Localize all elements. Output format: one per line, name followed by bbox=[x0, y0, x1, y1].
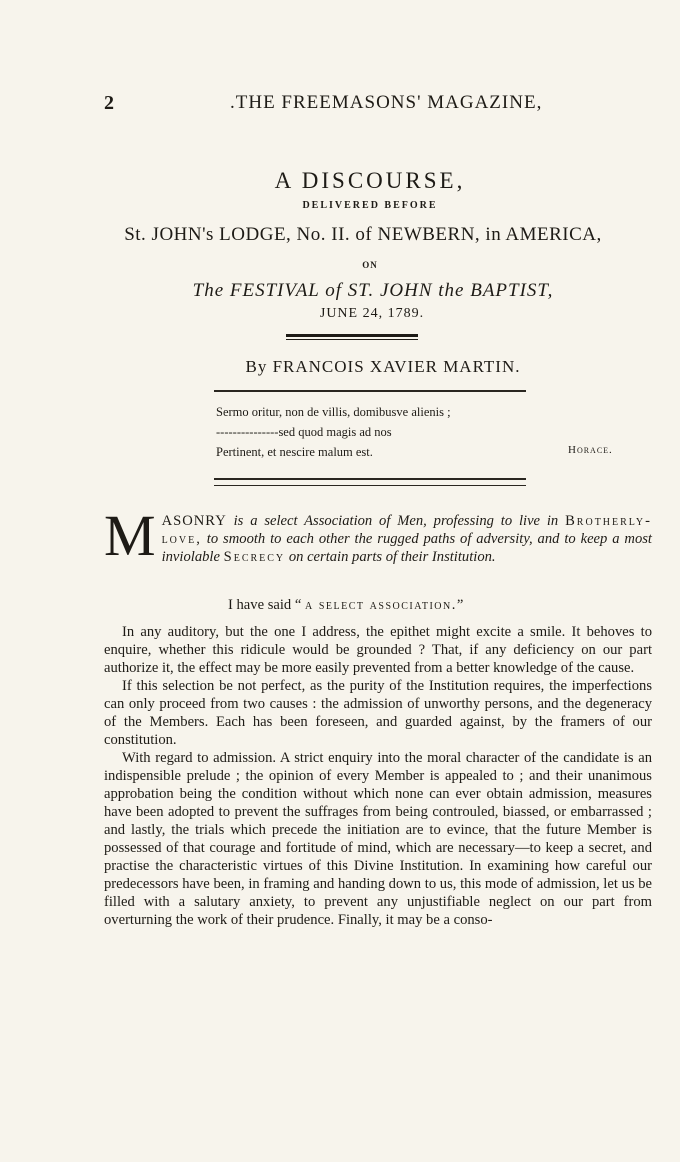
epigraph-bottom-rule-thin bbox=[214, 485, 526, 486]
opening-text: to smooth to each other the rugged paths of adversity, and to keep a most inviolable bbox=[161, 531, 652, 565]
quote-text: a select association. bbox=[305, 597, 457, 613]
divider-rule-thin bbox=[286, 339, 418, 340]
epigraph-line: ---------------sed quod magis ad nos bbox=[216, 425, 392, 439]
running-title: .THE FREEMASONS' MAGAZINE, bbox=[230, 92, 543, 113]
body-paragraph: If this selection be not perfect, as the purity of the Institution requires, the imperfections can only proceed from two causes : the admission of unworthy persons, and the degeneracy of the Members. Each has been foreseen, and guarded against, by the framers of our constitution. bbox=[104, 678, 652, 748]
epigraph-line: Pertinent, et nescire malum est. bbox=[216, 445, 373, 459]
page-number: 2 bbox=[104, 92, 114, 114]
opening-caps: Secrecy bbox=[223, 549, 286, 565]
author-line: By FRANCOIS XAVIER MARTIN. bbox=[245, 357, 521, 376]
drop-cap: M bbox=[104, 503, 156, 568]
opening-lead: ASONRY bbox=[161, 513, 227, 529]
divider-rule bbox=[286, 334, 418, 337]
opening-text: on certain parts of their Institution. bbox=[285, 549, 496, 565]
quote-suffix: ” bbox=[456, 597, 464, 613]
body-paragraph: With regard to admission. A strict enquiry into the moral character of the candidate is an indispensible prelude ; the opinion of every Member is appealed to ; and their unanimous approbation being the condition without which none can ever obtain admission, measures have been adopted to prevent the suffrages from being controuled, biassed, or embarrassed ; and lastly, the trials which precede the initiation are to evince, that the future Member is possessed of that courage and fortitude of mind, which are necessary—to keep a secret, and practise the characteristic virtues of this Divine Institution. In examining how careful our predecessors have been, in framing and handing down to us, this mode of admission, let us be filled with a salutary anxiety, to prevent any unjustifiable neglect on our part from overturning the work of their prudence. Finally, it may be a conso- bbox=[104, 750, 652, 928]
running-head bbox=[104, 92, 650, 116]
body-paragraph: In any auditory, but the one I address, the epithet might excite a smile. It behoves to enquire, whether this ridicule would be grounded ? That, if any deficiency on our part authorize it, the effect may be more easily prevented from a better knowledge of the cause. bbox=[104, 624, 652, 676]
opening-caps: Brotherly-love, bbox=[161, 513, 652, 547]
quote-line bbox=[228, 597, 463, 614]
festival-line: The FESTIVAL of ST. JOHN the BAPTIST, bbox=[192, 280, 554, 301]
on-label: ON bbox=[362, 260, 378, 270]
quote-prefix: I have said “ bbox=[228, 597, 305, 613]
discourse-title: A DISCOURSE, bbox=[274, 168, 466, 193]
lodge-name: St. JOHN's LODGE, No. II. of NEWBERN, in AMERICA, bbox=[124, 224, 602, 245]
delivered-before: DELIVERED BEFORE bbox=[302, 200, 438, 211]
opening-paragraph bbox=[104, 503, 652, 568]
date-line: JUNE 24, 1789. bbox=[319, 306, 425, 321]
epigraph-top-rule bbox=[214, 390, 526, 392]
opening-text: is a select Association of Men, professing to live in bbox=[226, 513, 566, 529]
body-text bbox=[104, 623, 652, 929]
epigraph-attribution: Horace. bbox=[568, 444, 613, 456]
epigraph-bottom-rule bbox=[214, 478, 526, 480]
epigraph-line: Sermo oritur, non de villis, domibusve alienis ; bbox=[216, 405, 451, 419]
